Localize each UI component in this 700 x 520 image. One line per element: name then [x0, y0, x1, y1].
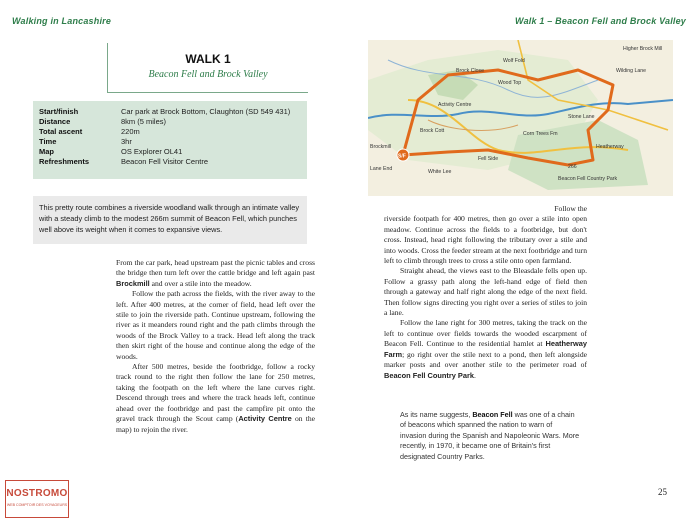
place-name: Heatherway Farm [384, 339, 587, 359]
paragraph [116, 362, 315, 435]
aside-note [400, 410, 580, 462]
text-run: From the car park, head upstream past the picnic tables and cross the bridge then turn left over the cattle bridge and left again past [116, 258, 315, 278]
text-run: on the map) to rejoin the river. [116, 414, 315, 434]
paragraph: Straight ahead, the views east to the Bleasdale fells open up. Follow a grassy path along the left-hand edge of field then through a gateway and half right along the edge of the next field. Then follow signs directing you right over a series of stiles to join a lane. [384, 266, 587, 318]
map-label: Activity Centre [438, 102, 472, 108]
info-label: Time [39, 137, 57, 146]
paragraph [384, 318, 587, 380]
walk-info-box [33, 101, 307, 179]
map-label: Wilding Lane [616, 68, 646, 74]
map-label: Fell Side [478, 156, 499, 162]
info-value: OS Explorer OL41 [121, 147, 183, 156]
walk-title: WALK 1 [185, 52, 231, 66]
map-label: Wood Top [498, 80, 522, 86]
map-label: 266 [568, 164, 577, 170]
place-name: Beacon Fell Country Park [384, 370, 474, 380]
info-value: Beacon Fell Visitor Centre [121, 157, 208, 166]
text-run: . [473, 370, 476, 380]
map-label: Brock Cott [420, 128, 445, 134]
info-value: 8km (5 miles) [121, 117, 167, 126]
map-label: Beacon Fell Country Park [558, 176, 618, 182]
info-label: Total ascent [39, 127, 83, 136]
map-label: Higher Brock Mill [623, 46, 663, 52]
map-label: Brock Close [456, 68, 484, 74]
info-label: Distance [39, 117, 71, 126]
left-column [116, 258, 315, 435]
map-label: Wolf Fold [503, 58, 525, 64]
info-value: 3hr [121, 137, 132, 146]
text-run: As its name suggests, [400, 410, 473, 419]
info-label: Refreshments [39, 157, 90, 166]
start-label: S/F [398, 153, 406, 160]
text-run: was one of a chain of beacons which spanned the nation to warn of invasion during the Spanish and Napoleonic Wars. More recently, in 1970, it became one of Britain's first designated Country Parks. [400, 410, 580, 461]
running-head-right: Walk 1 – Beacon Fell and Brock Valley [515, 16, 686, 26]
paragraph-lead: Follow the [554, 204, 587, 213]
paragraph: riverside footpath for 400 metres, then go over a stile into open meadow. Continue across the fields to a footbridge, but don't cross. Instead, head right following the tributary over a stile and into woods. Cross the feeder stream at the next footbridge and turn left to climb through trees to cross a stile onto open farmland. [384, 214, 587, 266]
route-map [368, 40, 673, 196]
map-label: Lane End [370, 166, 393, 172]
walk-title-box [107, 43, 308, 93]
place-name: Beacon Fell [472, 410, 513, 419]
walk-subtitle: Beacon Fell and Brock Valley [148, 69, 268, 80]
running-head-left: Walking in Lancashire [12, 16, 112, 26]
right-column [384, 204, 587, 381]
info-label: Map [39, 147, 54, 156]
text-run: ; go right over the stile next to a pond, then left alongside marker posts and over another stile to the perimeter road of [384, 349, 587, 370]
logo-wordmark: NOSTROMO [6, 488, 68, 499]
info-value: Car park at Brock Bottom, Claughton (SD 549 431) [121, 107, 291, 116]
paragraph [116, 258, 315, 289]
page-number: 25 [658, 487, 667, 497]
info-label: Start/finish [39, 107, 79, 116]
info-value: 220m [121, 127, 140, 136]
text-run: Follow the lane right for 300 metres, taking the track on the left to continue over fields towards the wooded escarpment of Beacon Fell. Continue to the residential hamlet at [384, 318, 587, 349]
map-label: White Lee [428, 169, 452, 175]
map-label: Corn Trees Fm [523, 131, 558, 137]
publisher-logo [5, 480, 69, 518]
map-label: Stone Lane [568, 114, 595, 120]
text-run: After 500 metres, beside the footbridge, follow a rocky track round to the right then follow the lane for 250 metres, taking the footpath on the left where the lane curves right. Descend through trees and where the track heads left, continue ahead over the footbridge and past the campfire pit onto the gravel track through the Scout camp ( [116, 362, 315, 424]
paragraph: Follow the path across the fields, with the river away to the left. After 400 metres, at the corner of field, head left over the stile to join the riverside path. Continue upstream, following the river as it meanders round right and the path climbs through the woods of the Brock Valley to a track. Head left along the track then skirt right of the house and continue along the edge of the woods. [116, 289, 315, 361]
text-run: and over a stile into the meadow. [149, 278, 252, 288]
map-label: Heatherway [596, 144, 624, 150]
intro-box [33, 196, 307, 244]
intro-text: This pretty route combines a riverside woodland walk through an intimate valley with a steady climb to the modest 266m summit of Beacon Fell, which punches well above its weight when it comes to expansive views. [39, 203, 300, 234]
place-name: Activity Centre [238, 414, 292, 424]
logo-tagline: WEB COMPTOIR DES VOYAGEURS [6, 503, 68, 507]
place-name: Brockmill [116, 278, 150, 288]
map-label: Brockmill [370, 144, 392, 150]
